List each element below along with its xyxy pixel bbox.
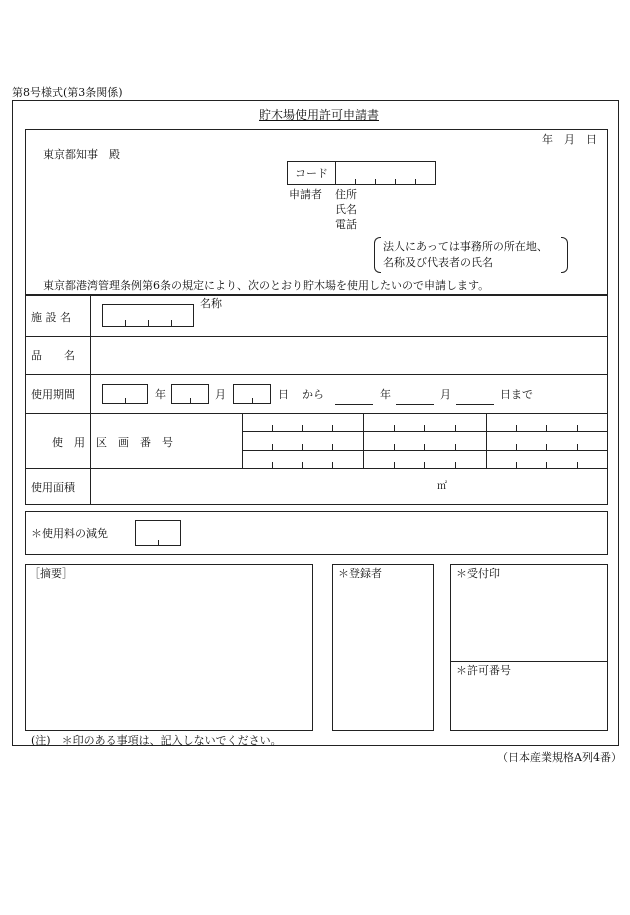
facility-label: 施 設 名 bbox=[31, 311, 71, 324]
fee-label: ＊使用料の減免 bbox=[31, 527, 108, 540]
permit-label: ＊許可番号 bbox=[456, 664, 511, 677]
code-label: コード bbox=[295, 167, 328, 180]
period-day: 日 bbox=[278, 388, 289, 401]
area-unit: ㎡ bbox=[437, 481, 447, 492]
phone-label: 電話 bbox=[335, 218, 357, 231]
form-number: 第8号様式(第3条関係) bbox=[12, 86, 123, 99]
corp-note-line2: 名称及び代表者の氏名 bbox=[383, 256, 493, 269]
facility-name-label: 名称 bbox=[200, 297, 222, 310]
note: (注) ＊印のある事項は、記入しないでください。 bbox=[31, 734, 282, 747]
receipt-box bbox=[450, 564, 608, 731]
period-month: 月 bbox=[215, 388, 226, 401]
date-label: 年 月 日 bbox=[542, 133, 597, 146]
period-month2: 月 bbox=[440, 388, 451, 401]
statement: 東京都港湾管理条例第6条の規定により、次のとおり貯木場を使用したいので申請します。 bbox=[43, 279, 490, 292]
addressee: 東京都知事 殿 bbox=[43, 148, 120, 161]
name-label: 氏名 bbox=[335, 203, 357, 216]
jis-note: （日本産業規格A列4番） bbox=[497, 751, 622, 764]
fee-box bbox=[25, 511, 608, 555]
period-year: 年 bbox=[155, 388, 166, 401]
summary-label: ［摘要］ bbox=[29, 567, 73, 580]
period-until: 日まで bbox=[500, 388, 533, 401]
section-label: 使 用 区 画 番 号 bbox=[52, 436, 173, 449]
applicant-label: 申請者 bbox=[289, 188, 322, 201]
registrant-label: ＊登録者 bbox=[338, 567, 382, 580]
period-label: 使用期間 bbox=[31, 388, 75, 401]
form-title: 貯木場使用許可申請書 bbox=[259, 108, 380, 122]
period-year2: 年 bbox=[380, 388, 391, 401]
summary-box bbox=[25, 564, 313, 731]
corp-note-line1: 法人にあっては事務所の所在地、 bbox=[383, 240, 548, 253]
receipt-label: ＊受付印 bbox=[456, 567, 500, 580]
product-label: 品 名 bbox=[31, 349, 75, 362]
period-from: から bbox=[302, 388, 324, 401]
address-label: 住所 bbox=[335, 188, 357, 201]
registrant-box bbox=[332, 564, 434, 731]
area-label: 使用面積 bbox=[31, 481, 75, 494]
